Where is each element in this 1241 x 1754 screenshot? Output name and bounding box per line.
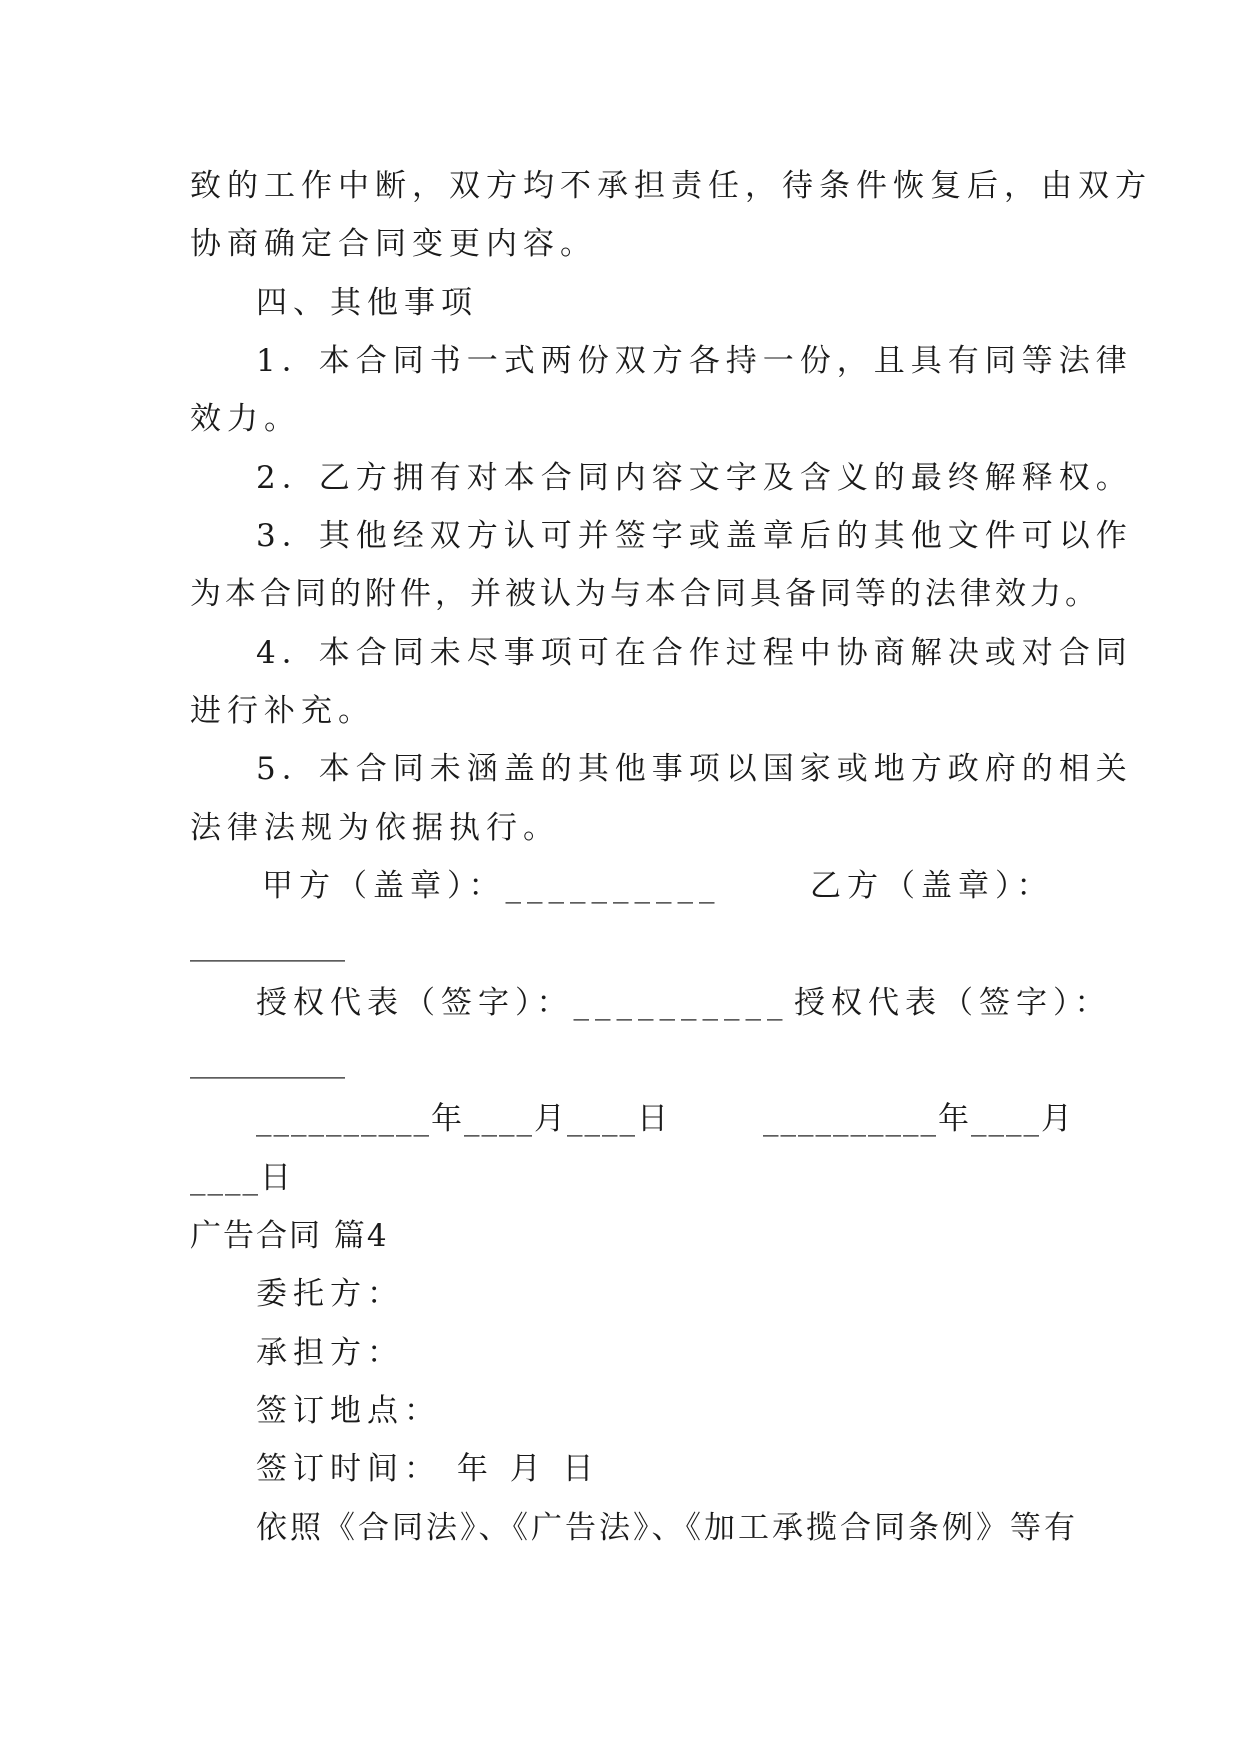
party-b-seal: 乙方（盖章）： (810, 868, 1054, 904)
clause-2: 2．乙方拥有对本合同内容文字及含义的最终解释权。 (256, 460, 1133, 496)
clause-3: 3．其他经双方认可并签字或盖章后的其他文件可以作 (256, 518, 1133, 554)
basis-line: 依照《合同法》、《广告法》、《加工承揽合同条例》等有 (256, 1510, 1078, 1546)
time-field: 签订时间： 年 月 日 (256, 1451, 600, 1487)
client-field: 委托方： (256, 1276, 404, 1312)
clause-5: 5．本合同未涵盖的其他事项以国家或地方政府的相关 (256, 751, 1133, 787)
date-row (0, 1097, 1241, 1141)
contractor-field: 承担方： (256, 1335, 404, 1371)
paragraph-line: 致的工作中断，双方均不承担责任，待条件恢复后，由双方 (190, 168, 1152, 204)
place-field: 签订地点： (256, 1393, 441, 1429)
paragraph-line: 协商确定合同变更内容。 (190, 226, 597, 262)
rep-b: 授权代表（签字）： (794, 985, 1112, 1021)
rep-a: 授权代表（签字）：__________ (256, 985, 789, 1021)
paragraph-line: 进行补充。 (190, 693, 375, 729)
date-b-day: ____日 (190, 1160, 293, 1196)
paragraph-line: 法律法规为依据执行。 (190, 810, 560, 846)
date-a: __________年____月____日 (256, 1101, 670, 1137)
representative-row (0, 981, 1241, 1025)
signature-blank: __________ (190, 926, 345, 962)
date-b: __________年____月 (763, 1101, 1074, 1137)
section-title: 广告合同 篇4 (190, 1218, 389, 1254)
paragraph-line: 为本合同的附件，并被认为与本合同具备同等的法律效力。 (190, 576, 1100, 612)
party-a-seal: 甲方（盖章）：__________ (262, 868, 721, 904)
paragraph-line: 效力。 (190, 401, 301, 437)
seal-row (0, 864, 1241, 908)
signature-blank: __________ (190, 1043, 345, 1079)
section-heading: 四、其他事项 (256, 285, 478, 321)
clause-4: 4．本合同未尽事项可在合作过程中协商解决或对合同 (256, 635, 1133, 671)
clause-1: 1．本合同书一式两份双方各持一份，且具有同等法律 (256, 343, 1133, 379)
